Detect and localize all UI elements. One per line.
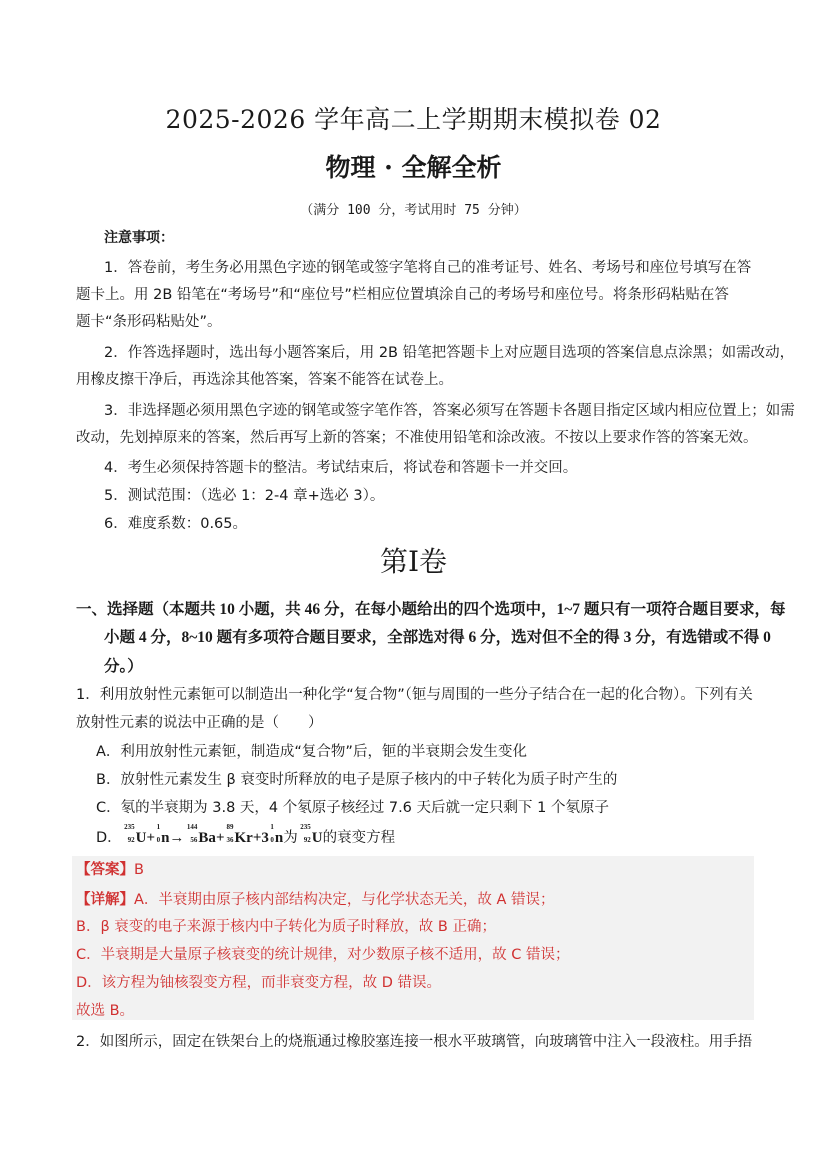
detail-c: C．半衰期是大量原子核衰变的统计规律，对少数原子核不适用，故 C 错误； bbox=[76, 947, 570, 963]
option-d-prefix: D． bbox=[96, 830, 122, 846]
kr-symbol: Kr bbox=[234, 830, 253, 846]
answer-line bbox=[76, 858, 144, 879]
n2-mass: 1 bbox=[270, 823, 274, 831]
page-subtitle: 物理 · 全解全析 bbox=[325, 153, 502, 182]
u2-symbol: U bbox=[311, 830, 323, 846]
note-3-line-2: 改动，先划掉原来的答案，然后再写上新的答案；不准使用铅笔和涂改液。不按以上要求作答的答案无效。 bbox=[76, 430, 758, 446]
note-3-line-1: 3．非选择题必须用黑色字迹的钢笔或签字笔作答，答案必须写在答题卡各题目指定区域内相应位置上；如需 bbox=[104, 403, 795, 419]
kr-num: 36 bbox=[226, 836, 234, 844]
n-symbol: n bbox=[161, 830, 170, 846]
answer-tag: 【答案】 bbox=[76, 862, 134, 878]
section-title: 第Ⅰ卷 bbox=[379, 545, 448, 578]
plus-3: + bbox=[252, 830, 262, 846]
detail-a: A．半衰期由原子核内部结构决定，与化学状态无关，故 A 错误； bbox=[134, 892, 555, 908]
u2-mass: 235 bbox=[300, 823, 311, 831]
section-heading-line-1: 一、选择题（本题共 10 小题，共 46 分，在每小题给出的四个选项中，1~7 题只有一项符合题目要求，每 bbox=[76, 601, 786, 618]
answer-box bbox=[72, 856, 754, 1020]
notes-heading: 注意事项： bbox=[104, 230, 174, 246]
n-mass: 1 bbox=[156, 823, 161, 831]
ba-num: 56 bbox=[190, 836, 198, 844]
note-2-line-1: 2．作答选择题时，选出每小题答案后，用 2B 铅笔把答题卡上对应题目选项的答案信息点涂黑；如需改动， bbox=[104, 345, 795, 361]
q1-option-d bbox=[96, 823, 396, 847]
q1-option-b: B．放射性元素发生 β 衰变时所释放的电子是原子核内的中子转化为质子时产生的 bbox=[96, 772, 618, 788]
q1-stem-line-2: 放射性元素的说法中正确的是（ ） bbox=[76, 715, 323, 731]
n2-num: 0 bbox=[270, 836, 274, 844]
kr-mass: 89 bbox=[226, 823, 234, 831]
nuclear-equation bbox=[122, 823, 284, 846]
arrow: → bbox=[169, 830, 185, 846]
option-d-mid: 为 bbox=[283, 830, 298, 846]
coef: 3 bbox=[261, 830, 269, 846]
note-1-line-1: 1．答卷前，考生务必用黑色字迹的钢笔或签字笔将自己的准考证号、姓名、考场号和座位号填写在答 bbox=[104, 260, 752, 276]
section-heading-line-3: 分。） bbox=[104, 658, 143, 675]
option-d-suffix: 的衰变方程 bbox=[322, 830, 396, 846]
q1-option-a: A．利用放射性元素钷，制造成“复合物”后，钷的半衰期会发生变化 bbox=[96, 744, 527, 760]
detail-d: D．该方程为铀核裂变方程，而非衰变方程，故 D 错误。 bbox=[76, 975, 442, 991]
detail-tag: 【详解】 bbox=[76, 892, 134, 908]
u-symbol: U bbox=[135, 830, 147, 846]
note-1-line-2: 题卡上。用 2B 铅笔在“考场号”和“座位号”栏相应位置填涂自己的考场号和座位号。将条形码粘贴在答 bbox=[76, 287, 729, 303]
q2-stem-line-1: 2．如图所示，固定在铁架台上的烧瓶通过橡胶塞连接一根水平玻璃管，向玻璃管中注入一段液柱。用手捂 bbox=[76, 1034, 753, 1050]
note-1-line-3: 题卡“条形码粘贴处”。 bbox=[76, 314, 222, 330]
detail-line-a bbox=[76, 888, 555, 909]
ba-mass: 144 bbox=[186, 823, 198, 831]
note-4: 4．考生必须保持答题卡的整洁。考试结束后，将试卷和答题卡一并交回。 bbox=[104, 460, 578, 476]
page-title: 2025-2026 学年高二上学期期末模拟卷 02 bbox=[165, 105, 662, 134]
plus-1: + bbox=[146, 830, 156, 846]
section-heading-line-2: 小题 4 分，8~10 题有多项符合题目要求，全部选对得 6 分，选对但不全的得 3 分，有选错或不得 0 bbox=[104, 629, 771, 646]
u2-num: 92 bbox=[303, 836, 311, 844]
u-mass: 235 bbox=[124, 823, 135, 831]
note-2-line-2: 用橡皮擦干净后，再选涂其他答案，答案不能答在试卷上。 bbox=[76, 372, 453, 388]
n2-symbol: n bbox=[274, 830, 284, 846]
u-num: 92 bbox=[127, 836, 135, 844]
answer-value: B bbox=[134, 862, 144, 878]
n-num: 0 bbox=[156, 836, 161, 844]
conclusion: 故选 B。 bbox=[76, 1003, 135, 1019]
note-6: 6．难度系数：0.65。 bbox=[104, 516, 248, 532]
ba-symbol: Ba bbox=[198, 830, 216, 846]
score-note: （满分 100 分，考试用时 75 分钟） bbox=[300, 203, 527, 218]
plus-2: + bbox=[215, 830, 225, 846]
q1-stem-line-1: 1．利用放射性元素钷可以制造出一种化学“复合物”（钷与周围的一些分子结合在一起的化合物）。下列有关 bbox=[76, 687, 753, 703]
detail-b: B．β 衰变的电子来源于核内中子转化为质子时释放，故 B 正确； bbox=[76, 919, 496, 935]
q1-option-c: C．氡的半衰期为 3.8 天，4 个氡原子核经过 7.6 天后就一定只剩下 1 个氡原子 bbox=[96, 800, 609, 816]
note-5: 5．测试范围：（选必 1：2-4 章+选必 3）。 bbox=[104, 488, 385, 504]
